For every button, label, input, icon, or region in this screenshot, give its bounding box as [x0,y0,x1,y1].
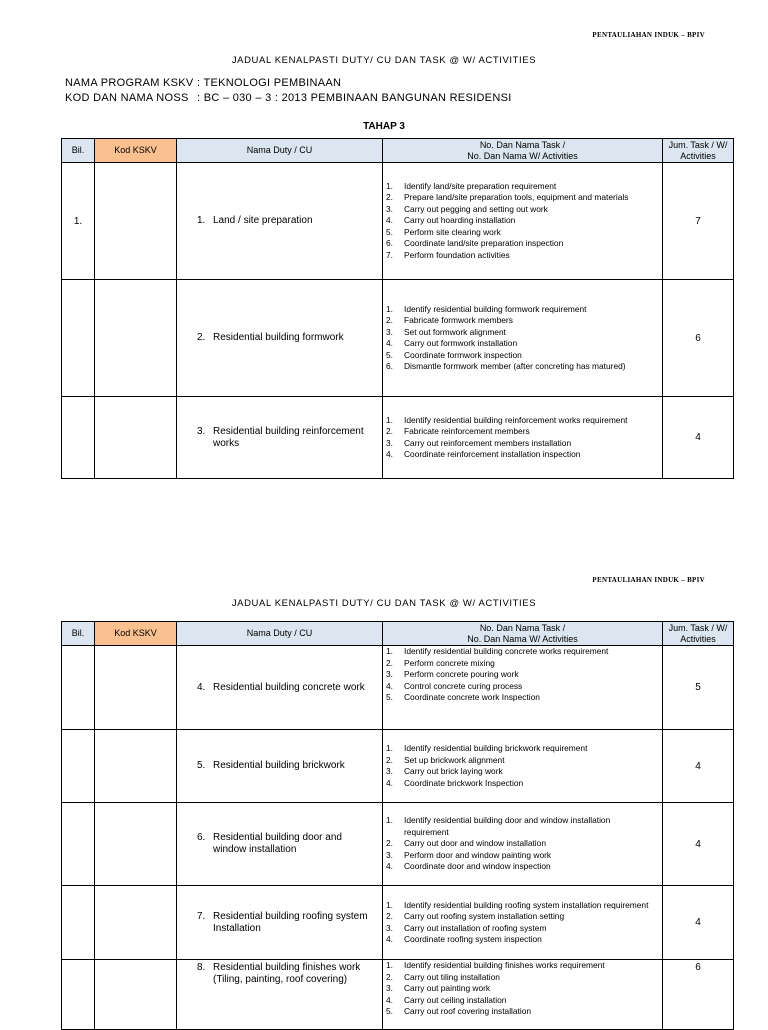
col-count-header-line1: Jum. Task / W/ [668,139,728,150]
task-list [383,181,662,262]
task-list [383,646,662,704]
duty-cell [177,803,383,886]
task-text: Coordinate concrete work Inspection [404,692,540,702]
duty-cell [177,397,383,479]
duty-wrap [177,215,382,227]
task-number: 3. [386,983,393,993]
page-header-2: PENTAULIAHAN INDUK – BPIV [592,576,705,584]
kod-cell [95,163,177,280]
task-item [383,238,656,250]
col-bil-header: Bil. [62,139,95,163]
task-number: 5. [386,349,393,360]
task-item [383,415,656,427]
duty-wrap [177,426,382,450]
program-label: NAMA PROGRAM KSKV [65,77,194,89]
task-text: Identify residential building brickwork requirement [404,743,588,753]
task-text: Identify residential building finishes works requirement [404,960,605,970]
bil-cell [62,960,95,1030]
task-item [383,215,656,227]
task-number: 4. [386,449,393,459]
task-text: Carry out tiling installation [404,971,500,982]
task-number: 2. [386,911,393,921]
task-number: 3. [386,766,393,776]
task-text: Carry out door and window installation [404,838,546,849]
task-number: 2. [386,657,393,668]
table-row [62,397,734,479]
table-body-1 [62,163,734,479]
task-text: Perform door and window painting work [404,849,552,860]
duty-number: 4. [197,681,206,693]
col-duty-header: Nama Duty / CU [177,139,383,163]
task-number: 1. [386,646,393,656]
duty-wrap [177,332,382,344]
program-value: : TEKNOLOGI PEMBINAAN [197,77,342,89]
task-item [383,181,656,193]
duty-cell [177,960,383,1030]
task-text: Carry out formwork installation [404,338,518,348]
kod-cell [95,960,177,1030]
task-item [383,192,656,204]
task-item [383,669,656,681]
task-number: 3. [386,669,393,679]
task-text: Coordinate brickwork Inspection [404,777,524,788]
duty-number: 2. [197,332,206,343]
task-count-cell: 4 [663,803,734,886]
task-item [383,861,656,873]
task-item [383,646,656,658]
task-count-cell: 4 [663,397,734,479]
task-number: 1. [386,899,393,910]
task-text: Carry out brick laying work [404,766,503,776]
task-text: Perform foundation activities [404,249,510,260]
task-item [383,934,656,946]
program-info [65,76,512,106]
task-number: 5. [386,692,393,702]
task-number: 3. [386,922,393,933]
task-item [383,204,656,216]
task-item [383,692,656,704]
task-text: Coordinate door and window inspection [404,861,551,872]
task-number: 1. [386,815,393,826]
task-text: Identify residential building roofing system installation requirement [404,899,649,910]
task-number: 6. [386,361,393,371]
task-number: 5. [386,226,393,237]
task-text: Identify residential building reinforcement works requirement [404,414,628,425]
task-item [383,850,656,862]
col-task-header [383,139,663,163]
task-list [383,415,662,461]
task-text: Fabricate formwork members [404,315,513,325]
task-count-cell: 4 [663,730,734,803]
duty-name: Land / site preparation [213,215,313,226]
col-kod-header: Kod KSKV [95,622,177,646]
duty-name: Residential building reinforcement works [213,425,364,449]
task-item [383,327,656,339]
tahap-label: TAHAP 3 [363,121,405,132]
tasks-cell [383,646,663,730]
task-text: Coordinate roofing system inspection [404,934,542,944]
task-count-cell: 6 [663,280,734,397]
table-row [62,803,734,886]
task-text: Identify residential building formwork requirement [404,303,587,314]
tasks-cell [383,886,663,960]
col-count-header [663,139,734,163]
kod-cell [95,886,177,960]
task-text: Perform site clearing work [404,226,501,237]
task-text: Identify residential building concrete works requirement [404,646,609,656]
task-text: Identify residential building door and window installation requirement [404,815,611,837]
table-header-row [62,139,734,163]
kod-cell [95,803,177,886]
task-text: Dismantle formwork member (after concreting has matured) [404,361,626,371]
schedule-table-2 [61,621,734,1030]
task-number: 2. [386,971,393,982]
duty-name: Residential building finishes work (Tiling, painting, roof covering) [213,962,361,985]
table-row [62,280,734,397]
task-list [383,304,662,373]
table-row [62,886,734,960]
duty-number: 5. [197,760,206,771]
duty-wrap [177,832,382,856]
bil-cell: 1. [62,163,95,280]
task-item [383,681,656,693]
tasks-cell [383,803,663,886]
task-number: 2. [386,754,393,765]
col-task-header-line1: No. Dan Nama Task / [479,622,566,633]
task-list [383,900,662,946]
task-count-cell: 5 [663,646,734,730]
duty-name: Residential building door and window installation [213,832,342,855]
duty-number: 1. [197,215,206,226]
task-text: Carry out hoarding installation [404,215,516,226]
col-kod-header: Kod KSKV [95,139,177,163]
task-number: 3. [386,437,393,448]
task-item [383,227,656,239]
task-number: 7. [386,249,393,260]
task-number: 1. [386,180,393,191]
task-item [383,315,656,327]
table-row [62,960,734,1030]
bil-cell [62,803,95,886]
duty-cell [177,646,383,730]
task-item [383,1006,656,1018]
task-text: Coordinate reinforcement installation inspection [404,449,581,459]
bil-cell [62,646,95,730]
task-text: Fabricate reinforcement members [404,426,530,436]
task-text: Coordinate formwork inspection [404,349,522,360]
schedule-title: JADUAL KENALPASTI DUTY/ CU DAN TASK @ W/ ACTIVITIES [231,55,537,66]
task-text: Set out formwork alignment [404,326,506,337]
kod-cell [95,646,177,730]
task-item [383,838,656,850]
task-number: 3. [386,326,393,337]
duty-wrap [177,911,382,935]
task-item [383,304,656,316]
task-text: Set up brickwork alignment [404,754,505,765]
task-number: 3. [386,849,393,860]
program-line [65,76,512,91]
task-item [383,923,656,935]
task-text: Carry out pegging and setting out work [404,203,548,214]
task-number: 1. [386,303,393,314]
task-text: Coordinate land/site preparation inspection [404,238,564,249]
task-number: 4. [386,215,393,226]
table-row [62,730,734,803]
task-item [383,250,656,262]
task-text: Perform concrete mixing [404,657,495,668]
task-item [383,449,656,461]
task-item [383,815,656,838]
duty-number: 3. [197,425,206,437]
task-text: Carry out roofing system installation setting [404,911,565,921]
noss-label: KOD DAN NAMA NOSS [65,92,189,104]
task-number: 4. [386,861,393,872]
col-task-header-line1: No. Dan Nama Task / [479,139,566,150]
task-item [383,426,656,438]
duty-cell [177,163,383,280]
task-item [383,972,656,984]
task-item [383,983,656,995]
bil-cell [62,730,95,803]
duty-number: 7. [197,910,206,922]
task-item [383,361,656,373]
duty-name: Residential building formwork [213,332,344,343]
task-text: Carry out roof covering installation [404,1006,532,1016]
duty-name: Residential building roofing system Installation [213,910,368,934]
task-text: Prepare land/site preparation tools, equipment and materials [404,192,629,203]
col-count-header [663,622,734,646]
task-item [383,995,656,1007]
task-number: 2. [386,426,393,436]
schedule-title-2: JADUAL KENALPASTI DUTY/ CU DAN TASK @ W/ ACTIVITIES [231,598,537,609]
task-number: 4. [386,934,393,944]
kod-cell [95,397,177,479]
task-text: Carry out ceiling installation [404,994,507,1005]
task-number: 5. [386,1006,393,1016]
duty-name: Residential building brickwork [213,760,345,771]
kod-cell [95,280,177,397]
task-item [383,900,656,912]
duty-wrap [177,962,382,986]
col-task-header [383,622,663,646]
table-header-row [62,622,734,646]
bil-cell [62,397,95,479]
bil-cell [62,886,95,960]
tasks-cell [383,397,663,479]
table-body-2 [62,646,734,1030]
task-list [383,743,662,789]
duty-wrap [177,682,382,694]
task-text: Carry out reinforcement members installation [404,437,572,448]
tasks-cell [383,163,663,280]
task-count-cell: 6 [663,960,734,1030]
kod-cell [95,730,177,803]
duty-wrap [177,760,382,772]
task-text: Carry out installation of roofing system [404,922,547,933]
task-number: 6. [386,238,393,249]
task-list [383,960,662,1018]
noss-value: : BC – 030 – 3 : 2013 PEMBINAAN BANGUNAN RESIDENSI [197,92,512,104]
task-item [383,338,656,350]
task-number: 1. [386,414,393,425]
duty-number: 6. [197,832,206,843]
task-item [383,350,656,362]
task-item [383,960,656,972]
task-item [383,766,656,778]
task-list [383,815,662,873]
task-count-cell: 7 [663,163,734,280]
task-number: 4. [386,338,393,348]
task-number: 1. [386,743,393,753]
task-item [383,658,656,670]
col-bil-header: Bil. [62,622,95,646]
col-count-header-line2: Activities [680,150,716,161]
task-number: 4. [386,680,393,691]
col-count-header-line2: Activities [680,633,716,644]
page-header: PENTAULIAHAN INDUK – BPIV [592,31,705,39]
duty-number: 8. [197,962,206,973]
task-number: 4. [386,777,393,788]
task-count-cell: 4 [663,886,734,960]
task-number: 2. [386,192,393,203]
duty-cell [177,280,383,397]
task-item [383,911,656,923]
tasks-cell [383,730,663,803]
col-duty-header: Nama Duty / CU [177,622,383,646]
bil-cell [62,280,95,397]
table-row [62,646,734,730]
duty-cell [177,886,383,960]
task-text: Identify land/site preparation requirement [404,180,557,191]
task-text: Control concrete curing process [404,680,523,691]
task-item [383,743,656,755]
duty-name: Residential building concrete work [213,681,365,693]
task-number: 4. [386,994,393,1005]
task-text: Carry out painting work [404,983,491,993]
task-item [383,778,656,790]
schedule-table-1 [61,138,734,479]
task-text: Perform concrete pouring work [404,669,519,679]
col-task-header-line2: No. Dan Nama W/ Activities [467,633,578,644]
task-item [383,438,656,450]
tasks-cell [383,960,663,1030]
col-count-header-line1: Jum. Task / W/ [668,622,728,633]
task-number: 1. [386,960,393,970]
duty-cell [177,730,383,803]
col-task-header-line2: No. Dan Nama W/ Activities [467,150,578,161]
task-number: 2. [386,838,393,849]
table-row [62,163,734,280]
task-number: 2. [386,315,393,325]
task-number: 3. [386,203,393,214]
noss-line [65,91,512,106]
tasks-cell [383,280,663,397]
task-item [383,755,656,767]
